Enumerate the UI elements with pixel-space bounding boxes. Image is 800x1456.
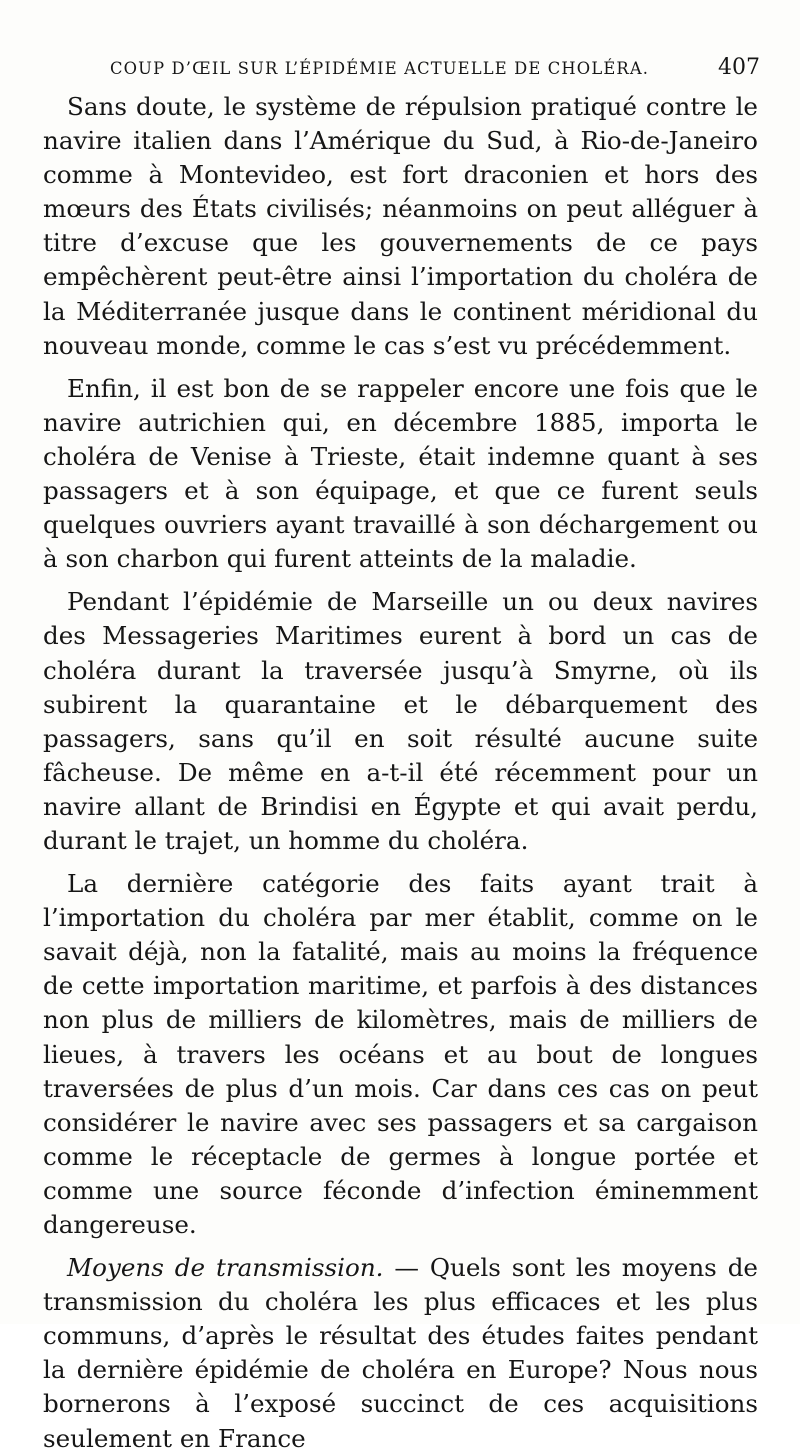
- running-head: [110, 55, 760, 85]
- paragraph: Sans doute, le système de répulsion pratiqué contre le navire italien dans l’Amérique du Sud, à Rio-de-Janeiro comme à Montevideo, est fort draconien et hors des mœurs des États civilisés; néanmoins on peut alléguer à titre d’excuse que les gouvernements de ce pays empêchèrent peut-être ainsi l’importation du choléra de la Méditerranée jusque dans le continent méridional du nouveau monde, comme le cas s’est vu précédemment.: [43, 92, 758, 360]
- paragraph: La dernière catégorie des faits ayant trait à l’importation du choléra par mer établit, comme on le savait déjà, non la fatalité, mais au moins la fréquence de cette importation maritime, et parfois à des distances non plus de milliers de kilomètres, mais de milliers de lieues, à travers les océans et au bout de longues traversées de plus d’un mois. Car dans ces cas on peut considérer le navire avec ses passagers et sa cargaison comme le réceptacle de germes à longue portée et comme une source féconde d’infection éminemment dangereuse.: [43, 869, 758, 1239]
- paragraph: Enfin, il est bon de se rappeler encore une fois que le navire autrichien qui, en décembre 1885, importa le choléra de Venise à Trieste, était indemne quant à ses passagers et à son équipage, et que ce furent seuls quelques ouvriers ayant travaillé à son déchargement ou à son charbon qui furent atteints de la maladie.: [43, 373, 758, 574]
- running-title: COUP D’ŒIL SUR L’ÉPIDÉMIE ACTUELLE DE CHOLÉRA.: [110, 59, 650, 79]
- body-text: [43, 90, 758, 1456]
- section-text: — Quels sont les moyens de transmission du choléra les plus efficaces et les plus communs, d’après le résultat des études faites pendant la dernière épidémie de choléra en Europe? Nous nous bornerons à l’exposé succinct de ces acquisitions seulement en France: [43, 1253, 758, 1453]
- paragraph-section: [43, 1251, 758, 1456]
- paragraph: Pendant l’épidémie de Marseille un ou deux navires des Messageries Maritimes eurent à bord un cas de choléra durant la traversée jusqu’à Smyrne, où ils subirent la quarantaine et le débarquement des passagers, sans qu’il en soit résulté aucune suite fâcheuse. De même en a-t-il été récemment pour un navire allant de Brindisi en Égypte et qui avait perdu, durant le trajet, un homme du choléra.: [43, 587, 758, 855]
- page-number: 407: [718, 55, 760, 80]
- section-heading: Moyens de transmission.: [67, 1253, 384, 1283]
